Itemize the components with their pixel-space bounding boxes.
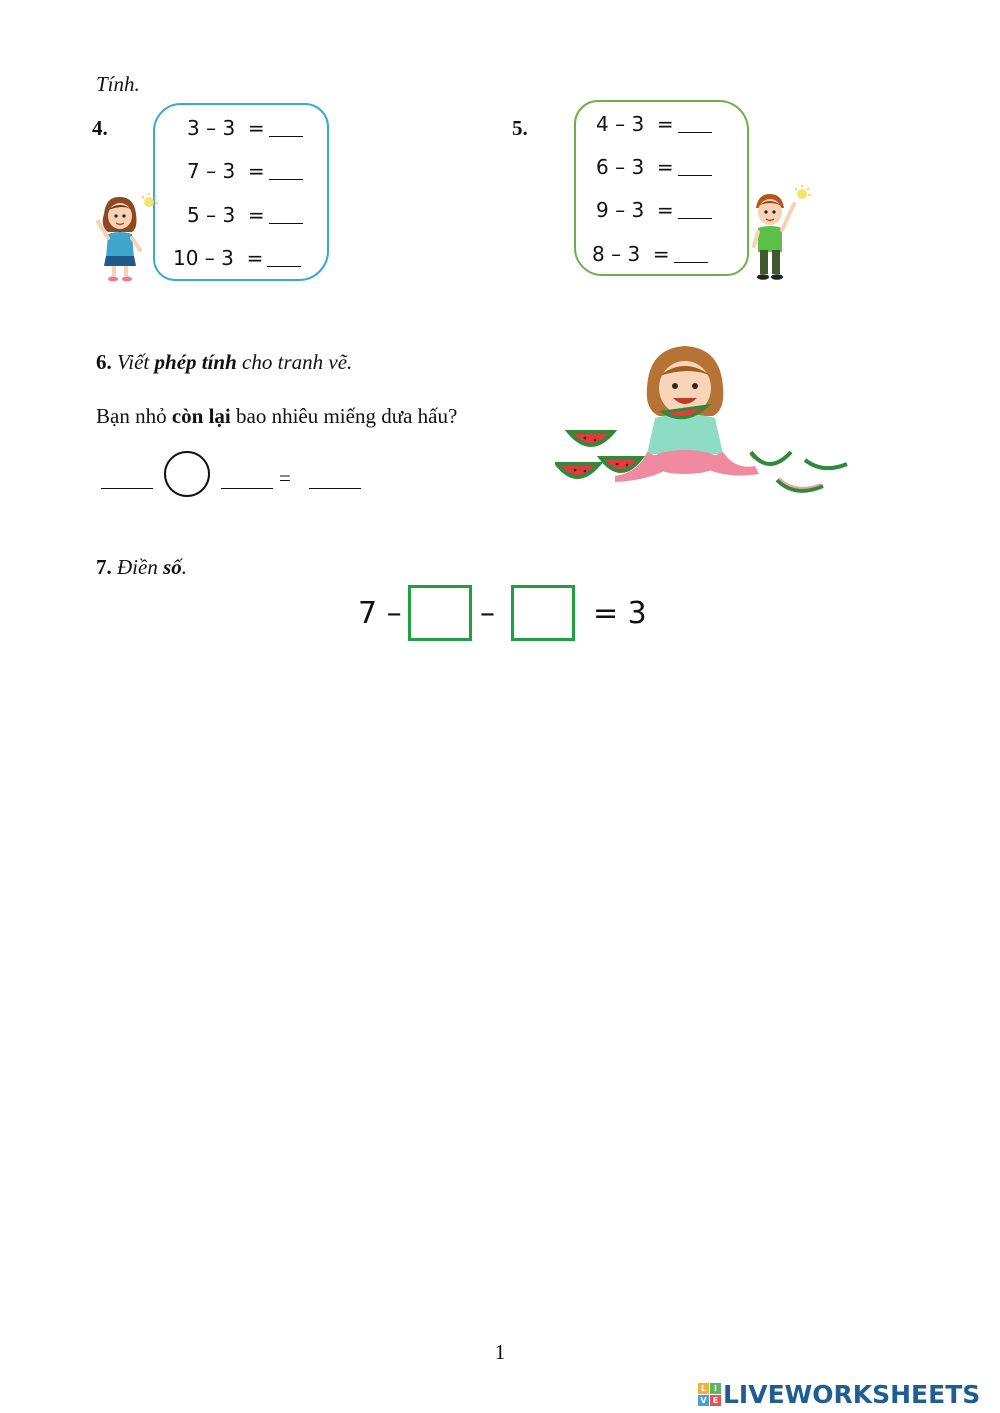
q5-equation-1: [596, 112, 712, 136]
girl-illustration: [94, 192, 160, 282]
question-6-number: 6.: [96, 350, 112, 374]
q7-answer-box-1[interactable]: [408, 585, 472, 641]
q4-equation-2-text: 7 – 3 =: [187, 159, 265, 183]
watermelon-slices-icon: [557, 432, 641, 477]
q5-answer-blank-4[interactable]: [674, 244, 708, 263]
question-6-instruction-bold: phép tính: [154, 350, 237, 374]
section-instruction: Tính.: [96, 72, 140, 96]
question-6-title: [96, 350, 352, 375]
q4-equation-3-text: 5 – 3 =: [187, 203, 265, 227]
question-6-instruction-c: cho tranh vẽ.: [236, 350, 353, 374]
question-6-prompt-bold: còn lại: [171, 404, 231, 428]
q5-answer-blank-1[interactable]: [678, 114, 712, 133]
question-6-prompt: [96, 404, 457, 429]
question-7-instruction-bold: số: [163, 555, 182, 579]
q4-answer-blank-1[interactable]: [269, 118, 303, 137]
watermelon-girl-illustration: [555, 330, 851, 505]
q5-equation-4-text: 8 – 3 =: [592, 242, 670, 266]
q4-equation-4: [173, 246, 301, 270]
q4-equation-3: [187, 203, 303, 227]
q5-equation-2-text: 6 – 3 =: [596, 155, 674, 179]
q4-equation-2: [187, 159, 303, 183]
question-7-title: [96, 555, 187, 580]
q6-second-number-blank[interactable]: [221, 488, 273, 489]
q7-answer-box-2[interactable]: [511, 585, 575, 641]
q5-answer-blank-2[interactable]: [678, 157, 712, 176]
question-7-instruction-c: .: [181, 555, 188, 579]
q6-first-number-blank[interactable]: [101, 488, 153, 489]
q5-equation-3-text: 9 – 3 =: [596, 198, 674, 222]
logo-letter-v: V: [698, 1395, 709, 1406]
watermelon-rinds-icon: [751, 452, 847, 491]
q5-equation-3: [596, 198, 712, 222]
q4-answer-blank-2[interactable]: [269, 161, 303, 180]
q4-answer-blank-4[interactable]: [267, 248, 301, 267]
q4-answer-blank-3[interactable]: [269, 205, 303, 224]
boy-illustration: [748, 184, 814, 282]
question-7-instruction-a: Điền: [117, 555, 164, 579]
question-4-number: 4.: [92, 116, 108, 140]
question-7-number: 7.: [96, 555, 112, 579]
logo-letter-i: I: [710, 1383, 721, 1394]
q4-equation-4-text: 10 – 3 =: [173, 246, 264, 270]
liveworksheets-brand: [698, 1378, 980, 1410]
page-number: 1: [494, 1340, 506, 1364]
q7-minus-sign: –: [480, 596, 495, 631]
logo-letter-e: E: [710, 1395, 721, 1406]
q6-equals-sign: =: [279, 466, 291, 490]
q6-operator-circle[interactable]: [164, 451, 210, 497]
q4-equation-1: [187, 116, 303, 140]
question-6-prompt-a: Bạn nhỏ: [96, 404, 172, 428]
liveworksheets-logo-icon: [698, 1383, 721, 1406]
question-6-prompt-c: bao nhiêu miếng dưa hấu?: [230, 404, 458, 428]
q6-result-blank[interactable]: [309, 488, 361, 489]
question-5-number: 5.: [512, 116, 528, 140]
q5-answer-blank-3[interactable]: [678, 200, 712, 219]
q7-equation-result: = 3: [593, 596, 647, 631]
question-6-instruction-a: Viết: [117, 350, 155, 374]
q4-equation-1-text: 3 – 3 =: [187, 116, 265, 140]
q5-equation-1-text: 4 – 3 =: [596, 112, 674, 136]
q5-equation-2: [596, 155, 712, 179]
q7-equation-start: 7 –: [358, 596, 402, 631]
q5-equation-4: [592, 242, 708, 266]
brand-name: LIVEWORKSHEETS: [723, 1379, 981, 1409]
logo-letter-l: L: [698, 1383, 709, 1394]
